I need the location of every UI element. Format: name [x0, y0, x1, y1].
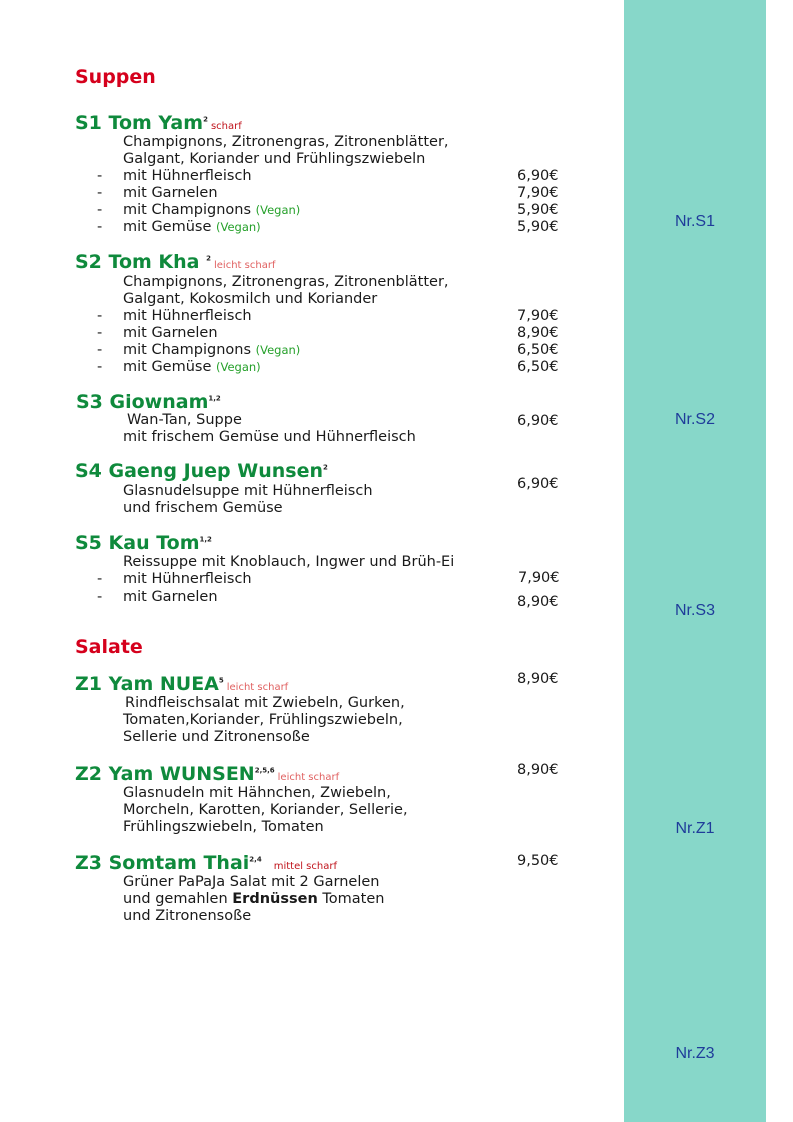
dish-option: - mit Champignons (Vegan)	[97, 342, 301, 358]
dish-description	[123, 134, 449, 168]
dish-title-s3	[76, 391, 221, 413]
description-line: Galgant, Kokosmilch und Koriander	[123, 291, 378, 307]
description-line: Glasnudelsuppe mit Hühnerfleisch	[123, 483, 373, 499]
allergen-note: 2,4	[249, 855, 262, 864]
price: 6,50€	[517, 359, 559, 375]
option-label: mit Gemüse	[123, 219, 212, 235]
dish-title-s1	[75, 112, 242, 134]
price: 6,90€	[517, 413, 559, 429]
dish-description	[123, 554, 454, 571]
dish-name: S3 Giownam	[76, 391, 209, 413]
price: 9,50€	[517, 853, 559, 869]
price: 5,90€	[517, 202, 559, 218]
sidebar-label-z3: Nr.Z3	[675, 1045, 715, 1062]
sidebar-panel	[624, 0, 766, 1122]
allergen-note: 5	[218, 676, 224, 685]
sidebar-label-z1: Nr.Z1	[675, 820, 715, 837]
price: 7,90€	[517, 185, 559, 201]
dish-description	[123, 274, 449, 308]
description-line: Champignons, Zitronengras, Zitronenblätter,	[123, 134, 449, 150]
dish-title-z3	[75, 852, 337, 874]
price: 7,90€	[518, 570, 560, 586]
vegan-tag: (Vegan)	[216, 220, 261, 234]
description-line: Galgant, Koriander und Frühlingszwiebeln	[123, 151, 426, 167]
option-label: mit Gemüse	[123, 359, 212, 375]
dish-option: - mit Gemüse (Vegan)	[97, 219, 261, 235]
description-line: Champignons, Zitronengras, Zitronenblätter,	[123, 274, 449, 290]
description-line: Glasnudeln mit Hähnchen, Zwiebeln,	[123, 785, 391, 801]
spice-level: leicht scharf	[226, 682, 289, 693]
dish-name: Z1 Yam NUEA	[75, 673, 219, 695]
dish-description	[123, 874, 384, 925]
description-line: mit frischem Gemüse und Hühnerfleisch	[123, 429, 416, 445]
price: 8,90€	[517, 762, 559, 778]
dish-title-s2	[75, 251, 275, 273]
description-line: Morcheln, Karotten, Koriander, Sellerie,	[123, 802, 408, 818]
price: 8,90€	[517, 325, 559, 341]
dish-option: - mit Garnelen	[97, 589, 218, 605]
description-line: Tomaten,Koriander, Frühlingszwiebeln,	[123, 712, 403, 728]
description-line: Sellerie und Zitronensoße	[123, 729, 310, 745]
spice-level: leicht scharf	[277, 772, 340, 783]
section-heading-suppen: Suppen	[75, 66, 156, 88]
dish-description	[123, 483, 373, 517]
option-label: mit Garnelen	[123, 185, 218, 201]
price: 8,90€	[517, 594, 559, 610]
dish-description	[123, 785, 408, 836]
dish-description	[123, 695, 405, 746]
allergen-note: 2	[323, 463, 328, 472]
dish-name: S4 Gaeng Juep Wunsen	[75, 460, 323, 482]
dish-name: Z2 Yam WUNSEN	[75, 763, 255, 785]
allergen-note: 2,5,6	[254, 766, 275, 775]
section-heading-salate: Salate	[75, 636, 143, 658]
price: 6,90€	[517, 168, 559, 184]
dish-option: - mit Garnelen	[97, 185, 218, 201]
description-line: und frischem Gemüse	[123, 500, 283, 516]
dish-title-z2	[75, 763, 339, 785]
dish-option: - mit Hühnerfleisch	[97, 308, 252, 324]
price: 6,50€	[517, 342, 559, 358]
allergen-highlight: Erdnüssen	[232, 891, 318, 907]
dish-title-s4	[75, 460, 328, 482]
dish-option: - mit Champignons (Vegan)	[97, 202, 301, 218]
dish-option: - mit Garnelen	[97, 325, 218, 341]
description-line: Reissuppe mit Knoblauch, Ingwer und Brüh-Ei	[123, 554, 455, 570]
description-line: Grüner PaPaJa Salat mit 2 Garnelen	[123, 874, 380, 890]
description-line: und gemahlen Erdnüssen Tomaten	[123, 891, 385, 907]
vegan-tag: (Vegan)	[255, 203, 301, 217]
allergen-note: 2	[206, 254, 211, 263]
spice-level: leicht scharf	[214, 260, 276, 271]
option-label: mit Champignons	[123, 202, 252, 218]
allergen-note: 2	[203, 115, 208, 124]
option-label: mit Garnelen	[123, 589, 218, 605]
dish-option: - mit Hühnerfleisch	[97, 571, 252, 587]
option-label: mit Hühnerfleisch	[123, 571, 252, 587]
sidebar-label-s3: Nr.S3	[674, 602, 715, 619]
description-line: Wan-Tan, Suppe	[127, 412, 242, 428]
spice-level: mittel scharf	[273, 861, 337, 872]
dish-option: - mit Hühnerfleisch	[97, 168, 252, 184]
dish-title-z1	[75, 673, 288, 695]
dish-description	[123, 412, 416, 446]
option-label: mit Garnelen	[123, 325, 218, 341]
dish-title-s5	[75, 532, 212, 554]
sidebar-label-s1: Nr.S1	[674, 213, 715, 230]
vegan-tag: (Vegan)	[216, 360, 261, 374]
description-line: Frühlingszwiebeln, Tomaten	[123, 819, 324, 835]
description-line: und Zitronensoße	[123, 908, 252, 924]
price: 6,90€	[517, 476, 559, 492]
price: 8,90€	[517, 671, 559, 687]
dish-name: S1 Tom Yam	[75, 112, 204, 134]
vegan-tag: (Vegan)	[255, 343, 301, 357]
allergen-note: 1,2	[208, 394, 221, 403]
option-label: mit Champignons	[123, 342, 252, 358]
sidebar-label-s2: Nr.S2	[674, 411, 715, 428]
price: 5,90€	[517, 219, 559, 235]
dish-name: S2 Tom Kha	[75, 251, 200, 273]
allergen-note: 1,2	[199, 535, 212, 544]
dish-option: - mit Gemüse (Vegan)	[97, 359, 261, 375]
spice-level: scharf	[210, 121, 242, 132]
dish-name: S5 Kau Tom	[75, 532, 200, 554]
price: 7,90€	[517, 308, 559, 324]
option-label: mit Hühnerfleisch	[123, 168, 252, 184]
dish-name: Z3 Somtam Thai	[75, 852, 250, 874]
option-label: mit Hühnerfleisch	[123, 308, 252, 324]
description-line: Rindfleischsalat mit Zwiebeln, Gurken,	[125, 695, 405, 711]
